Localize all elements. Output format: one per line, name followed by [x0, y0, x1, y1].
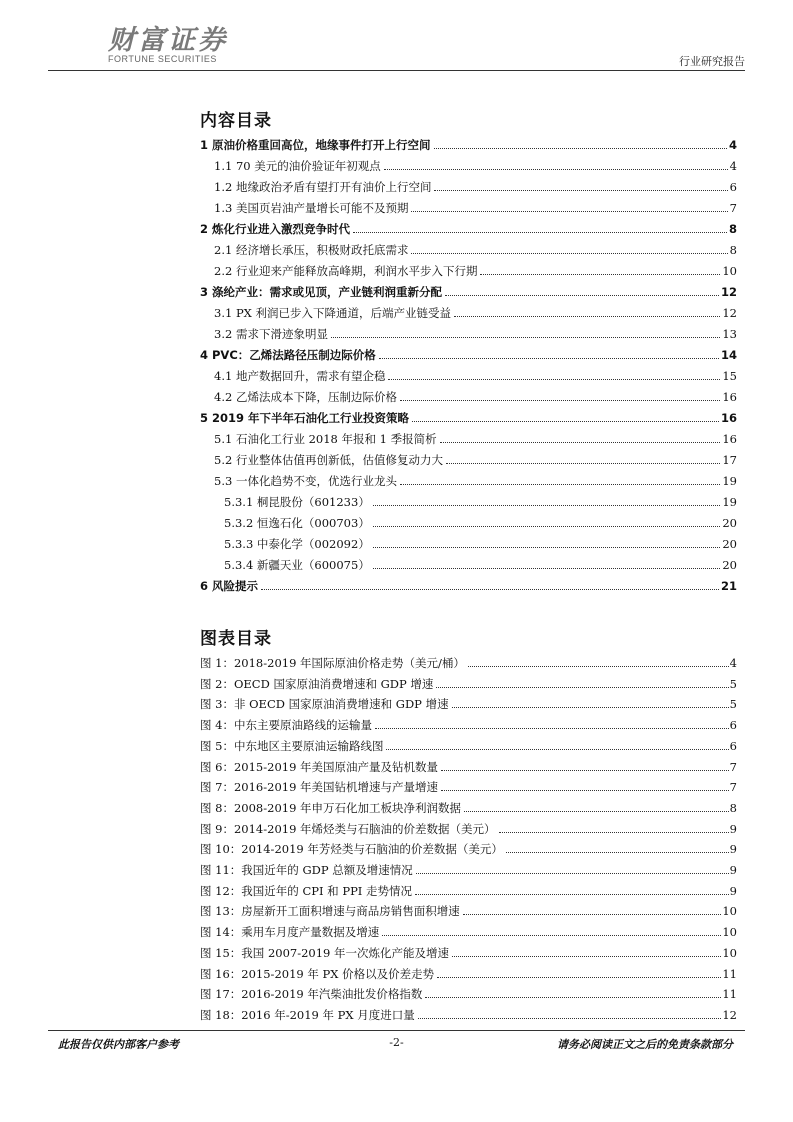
- toc-entry-title: 2 炼化行业进入激烈竞争时代: [200, 222, 351, 236]
- figure-entry[interactable]: [200, 714, 737, 732]
- figure-entry-title: 图 10：2014-2019 年芳烃类与石脑油的价差数据（美元）: [200, 842, 503, 857]
- figure-entry-page: 12: [722, 1007, 737, 1022]
- dot-leader: [382, 935, 721, 936]
- figure-entry-title: 图 4：中东主要原油路线的运输量: [200, 718, 372, 733]
- toc-entry-page: 10: [722, 264, 737, 278]
- toc-entry-page: 20: [722, 537, 737, 551]
- figure-entry-page: 5: [729, 676, 737, 691]
- dot-leader: [388, 379, 720, 380]
- figure-entry-title: 图 13：房屋新开工面积增速与商品房销售面积增速: [200, 904, 460, 919]
- figure-entry[interactable]: [200, 880, 737, 898]
- toc-entry[interactable]: [200, 533, 737, 551]
- page-header: [0, 0, 793, 75]
- figure-entry[interactable]: [200, 838, 737, 856]
- toc-entry-page: 17: [722, 453, 737, 467]
- figure-entry[interactable]: [200, 735, 737, 753]
- dot-leader: [418, 1018, 722, 1019]
- toc-entry-page: 16: [720, 411, 737, 425]
- figure-entry[interactable]: [200, 756, 737, 774]
- toc-entry[interactable]: [200, 470, 737, 488]
- figure-entry-page: 10: [722, 904, 737, 919]
- dot-leader: [436, 687, 728, 688]
- figure-entry-title: 图 5：中东地区主要原油运输路线图: [200, 738, 384, 753]
- figure-entry-page: 7: [729, 759, 737, 774]
- figure-entry[interactable]: [200, 859, 737, 877]
- toc-entry[interactable]: [200, 134, 737, 152]
- dot-leader: [375, 728, 729, 729]
- toc-entry-title: 5.3.4 新疆天业（600075）: [224, 558, 370, 572]
- figure-entry-title: 图 16：2015-2019 年 PX 价格以及价差走势: [200, 966, 435, 981]
- toc-entry-page: 20: [722, 516, 737, 530]
- figure-entry-page: 5: [729, 697, 737, 712]
- dot-leader: [437, 977, 721, 978]
- toc-entry[interactable]: [200, 260, 737, 278]
- toc-entry[interactable]: [200, 386, 737, 404]
- toc-entry-page: 13: [722, 327, 737, 341]
- dot-leader: [440, 442, 721, 443]
- toc-entry[interactable]: [200, 512, 737, 530]
- figure-entry-title: 图 11：我国近年的 GDP 总额及增速情况: [200, 863, 413, 877]
- figure-entry[interactable]: [200, 983, 737, 1001]
- toc-title: 内容目录: [200, 111, 272, 131]
- figure-entry-page: 11: [722, 987, 737, 1002]
- toc-entry-title: 3.1 PX 利润已步入下降通道，后端产业链受益: [214, 306, 452, 320]
- toc-entry-page: 19: [722, 474, 737, 488]
- toc-entry-page: 16: [722, 390, 737, 404]
- toc-entry-page: 4: [729, 159, 737, 173]
- toc-entry-page: 7: [729, 201, 737, 215]
- toc-entry-page: 8: [729, 243, 737, 257]
- toc-entry-title: 4.1 地产数据回升，需求有望企稳: [214, 369, 386, 383]
- toc-entry-title: 5.3.3 中泰化学（002092）: [224, 537, 370, 551]
- figure-entry[interactable]: [200, 797, 737, 815]
- dot-leader: [441, 790, 729, 791]
- toc-entry-title: 4.2 乙烯法成本下降，压制边际价格: [214, 390, 397, 404]
- figure-entry-page: 9: [729, 821, 737, 836]
- figure-entry-page: 9: [729, 842, 737, 857]
- toc-entry[interactable]: [200, 449, 737, 467]
- figure-entry-title: 图 1：2018-2019 年国际原油价格走势（美元/桶）: [200, 656, 465, 670]
- toc-entry-title: 5 2019 年下半年石油化工行业投资策略: [200, 411, 410, 425]
- toc-entry-title: 2.2 行业迎来产能释放高峰期，利润水平步入下行期: [214, 264, 478, 278]
- toc-entry[interactable]: [200, 239, 737, 257]
- dot-leader: [386, 749, 728, 750]
- toc-entry[interactable]: [200, 344, 737, 362]
- toc-entry[interactable]: [200, 323, 737, 341]
- toc-entry-title: 3.2 需求下滑迹象明显: [214, 327, 328, 341]
- dot-leader: [412, 421, 719, 422]
- dot-leader: [415, 894, 729, 895]
- toc-entry-page: 12: [720, 285, 737, 299]
- figure-entry-title: 图 12：我国近年的 CPI 和 PPI 走势情况: [200, 883, 413, 898]
- dot-leader: [373, 505, 721, 506]
- toc-entry[interactable]: [200, 197, 737, 215]
- toc-entry[interactable]: [200, 575, 737, 593]
- dot-leader: [373, 547, 721, 548]
- dot-leader: [384, 169, 728, 170]
- toc-entry-page: 8: [728, 222, 737, 236]
- dot-leader: [373, 568, 721, 569]
- figure-entry-title: 图 6：2015-2019 年美国原油产量及钻机数量: [200, 759, 439, 774]
- toc-entry-title: 4 PVC：乙烯法路径压制边际价格: [200, 348, 376, 362]
- dot-leader: [454, 316, 720, 317]
- figure-entry[interactable]: [200, 673, 737, 691]
- figure-entry-title: 图 14：乘用车月度产量数据及增速: [200, 925, 380, 940]
- dot-leader: [373, 526, 721, 527]
- dot-leader: [261, 589, 719, 590]
- dot-leader: [480, 274, 720, 275]
- figure-entry-page: 8: [729, 800, 737, 815]
- figure-entry-page: 10: [722, 925, 737, 940]
- dot-leader: [353, 232, 727, 233]
- toc-entry[interactable]: [200, 365, 737, 383]
- figure-entry[interactable]: [200, 900, 737, 918]
- dot-leader: [446, 463, 720, 464]
- toc-entry-page: 15: [722, 369, 737, 383]
- figure-entry-title: 图 17：2016-2019 年汽柴油批发价格指数: [200, 987, 423, 1002]
- dot-leader: [452, 707, 729, 708]
- figure-entry[interactable]: [200, 1004, 737, 1022]
- toc-entry-title: 1.1 70 美元的油价验证年初观点: [214, 159, 381, 173]
- figure-entry-page: 10: [722, 945, 737, 960]
- figure-entry[interactable]: [200, 963, 737, 981]
- header-divider: [48, 70, 745, 71]
- dot-leader: [400, 484, 720, 485]
- toc-entry-title: 1.2 地缘政治矛盾有望打开有油价上行空间: [214, 180, 432, 194]
- toc-entry-title: 5.3.2 恒逸石化（000703）: [224, 516, 370, 530]
- toc-entry-title: 5.3 一体化趋势不变，优选行业龙头: [214, 474, 397, 488]
- toc-entry-page: 6: [729, 180, 737, 194]
- figure-entry-title: 图 8：2008-2019 年申万石化加工板块净利润数据: [200, 800, 462, 815]
- toc-entry-page: 20: [722, 558, 737, 572]
- toc-entry-page: 12: [722, 306, 737, 320]
- footer-divider: [48, 1030, 745, 1031]
- dot-leader: [416, 873, 729, 874]
- toc-entry[interactable]: [200, 281, 737, 299]
- dot-leader: [445, 295, 719, 296]
- toc-entry-title: 5.1 石油化工行业 2018 年报和 1 季报简析: [214, 432, 437, 446]
- toc-entry-page: 4: [728, 138, 737, 152]
- figure-entry[interactable]: [200, 921, 737, 939]
- dot-leader: [441, 770, 729, 771]
- toc-entry[interactable]: [200, 428, 737, 446]
- company-logo: 财富证券: [108, 25, 228, 56]
- figure-entry-title: 图 2：OECD 国家原油消费增速和 GDP 增速: [200, 676, 434, 691]
- figure-entry-page: 6: [729, 738, 737, 753]
- toc-entry[interactable]: [200, 554, 737, 572]
- company-logo-english: FORTUNE SECURITIES: [108, 54, 217, 64]
- toc-entry-title: 1 原油价格重回高位，地缘事件打开上行空间: [200, 138, 431, 152]
- figure-entry[interactable]: [200, 942, 737, 960]
- dot-leader: [506, 852, 729, 853]
- figure-entry-title: 图 18：2016 年-2019 年 PX 月度进口量: [200, 1007, 415, 1022]
- toc-entry-page: 19: [722, 495, 737, 509]
- toc-entry-title: 5.2 行业整体估值再创新低，估值修复动力大: [214, 453, 443, 467]
- dot-leader: [379, 358, 719, 359]
- toc-entry-title: 6 风险提示: [200, 579, 259, 593]
- dot-leader: [468, 666, 729, 667]
- figure-entry[interactable]: [200, 776, 737, 794]
- toc-entry[interactable]: [200, 155, 737, 173]
- footer-notice: 请务必阅读正文之后的免责条款部分: [557, 1038, 733, 1051]
- figure-entry-page: 6: [729, 718, 737, 733]
- dot-leader: [331, 337, 720, 338]
- toc-entry[interactable]: [200, 218, 737, 236]
- toc-entry-page: 16: [722, 432, 737, 446]
- dot-leader: [434, 148, 727, 149]
- toc-entry-page: 14: [720, 348, 737, 362]
- figures-title: 图表目录: [200, 629, 272, 649]
- dot-leader: [434, 190, 727, 191]
- dot-leader: [464, 811, 729, 812]
- toc-entry-title: 3 涤纶产业：需求或见顶，产业链利润重新分配: [200, 285, 443, 299]
- dot-leader: [452, 956, 721, 957]
- toc-entry[interactable]: [200, 302, 737, 320]
- figure-entry[interactable]: [200, 818, 737, 836]
- toc-entry[interactable]: [200, 176, 737, 194]
- dot-leader: [411, 211, 727, 212]
- figure-entry-title: 图 15：我国 2007-2019 年一次炼化产能及增速: [200, 945, 450, 960]
- toc-entry[interactable]: [200, 491, 737, 509]
- dot-leader: [463, 914, 722, 915]
- dot-leader: [499, 832, 729, 833]
- figure-entry[interactable]: [200, 652, 737, 670]
- toc-entry[interactable]: [200, 407, 737, 425]
- dot-leader: [400, 400, 720, 401]
- figure-entry-title: 图 7：2016-2019 年美国钻机增速与产量增速: [200, 780, 439, 795]
- toc-entry-title: 2.1 经济增长承压，积极财政托底需求: [214, 243, 409, 257]
- page-number: -2-: [389, 1036, 404, 1049]
- report-type-label: 行业研究报告: [679, 55, 745, 68]
- figure-entry-page: 7: [729, 780, 737, 795]
- figure-entry-title: 图 9：2014-2019 年烯烃类与石脑油的价差数据（美元）: [200, 821, 496, 836]
- figure-entry-page: 9: [729, 883, 737, 898]
- figure-entry-page: 11: [722, 966, 737, 981]
- toc-entry-page: 21: [720, 579, 737, 593]
- figure-entry-page: 9: [729, 863, 737, 877]
- figure-entry-page: 4: [729, 656, 737, 670]
- footer-disclaimer: 此报告仅供内部客户参考: [58, 1038, 179, 1051]
- figure-entry[interactable]: [200, 693, 737, 711]
- toc-entry-title: 1.3 美国页岩油产量增长可能不及预期: [214, 201, 409, 215]
- toc-entry-title: 5.3.1 桐昆股份（601233）: [224, 495, 370, 509]
- figure-entry-title: 图 3：非 OECD 国家原油消费增速和 GDP 增速: [200, 697, 449, 712]
- dot-leader: [425, 997, 721, 998]
- dot-leader: [411, 253, 727, 254]
